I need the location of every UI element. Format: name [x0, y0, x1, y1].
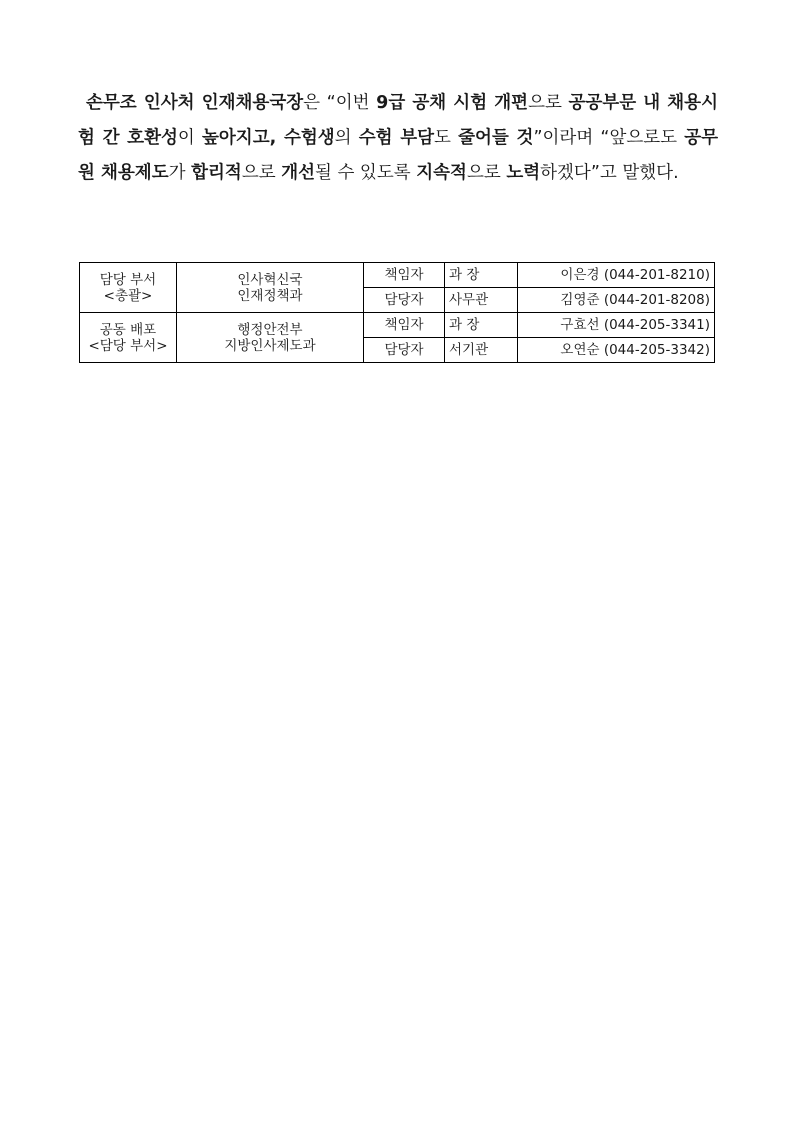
organization-cell: [177, 313, 364, 363]
role-cell: 책임자: [364, 263, 445, 288]
department-cell: [80, 313, 177, 363]
department-label: 공동 배포: [99, 321, 157, 338]
text-segment: 은 “이번: [303, 93, 377, 113]
table-row: [80, 263, 715, 288]
role-cell: 담당자: [364, 338, 445, 363]
text-segment: ”이라며 “앞으로도: [533, 128, 685, 148]
emphasis-text: 공공부문 내 채용시험 간 호환성: [78, 93, 718, 148]
contact-cell: 오연순 (044-205-3342): [518, 338, 715, 363]
emphasis-text: 지속적: [416, 163, 467, 183]
table-row: [80, 313, 715, 338]
emphasis-text: 공무원 채용제도: [78, 128, 719, 183]
division-name: 인재정책과: [237, 287, 303, 304]
contact-table: [79, 262, 715, 363]
emphasis-text: 9급 공채 시험 개편: [376, 93, 529, 113]
emphasis-text: 줄어들 것: [458, 128, 534, 148]
quote-paragraph: [78, 86, 718, 191]
contact-cell: 김영준 (044-201-8208): [518, 288, 715, 313]
title-cell: 사무관: [445, 288, 518, 313]
organization-name: 행정안전부: [237, 321, 303, 338]
emphasis-text: 합리적: [191, 163, 242, 183]
text-segment: 의: [334, 128, 359, 148]
text-segment: 으로: [528, 93, 569, 113]
text-segment: 으로: [241, 163, 282, 183]
contact-cell: 이은경 (044-201-8210): [518, 263, 715, 288]
emphasis-text: 수험 부담: [358, 128, 435, 148]
text-segment: 이: [177, 128, 202, 148]
department-sublabel: <총괄>: [103, 287, 153, 304]
title-cell: 서기관: [445, 338, 518, 363]
division-name: 지방인사제도과: [224, 337, 316, 354]
emphasis-text: 높아지고, 수험생: [201, 128, 335, 148]
text-segment: 으로: [466, 163, 507, 183]
title-cell: 과 장: [445, 263, 518, 288]
emphasis-text: 개선: [281, 163, 315, 183]
contact-cell: 구효선 (044-205-3341): [518, 313, 715, 338]
department-cell: [80, 263, 177, 313]
organization-cell: [177, 263, 364, 313]
text-segment: 하겠다”고 말했다.: [540, 163, 679, 183]
title-cell: 과 장: [445, 313, 518, 338]
organization-name: 인사혁신국: [237, 271, 303, 288]
speaker-name: 손무조 인사처 인재채용국장: [86, 93, 304, 113]
role-cell: 책임자: [364, 313, 445, 338]
text-segment: 될 수 있도록: [315, 163, 417, 183]
emphasis-text: 노력: [506, 163, 541, 183]
text-segment: 가: [168, 163, 192, 183]
role-cell: 담당자: [364, 288, 445, 313]
department-sublabel: <담당 부서>: [88, 337, 168, 354]
text-segment: 도: [434, 128, 459, 148]
department-label: 담당 부서: [99, 271, 157, 288]
